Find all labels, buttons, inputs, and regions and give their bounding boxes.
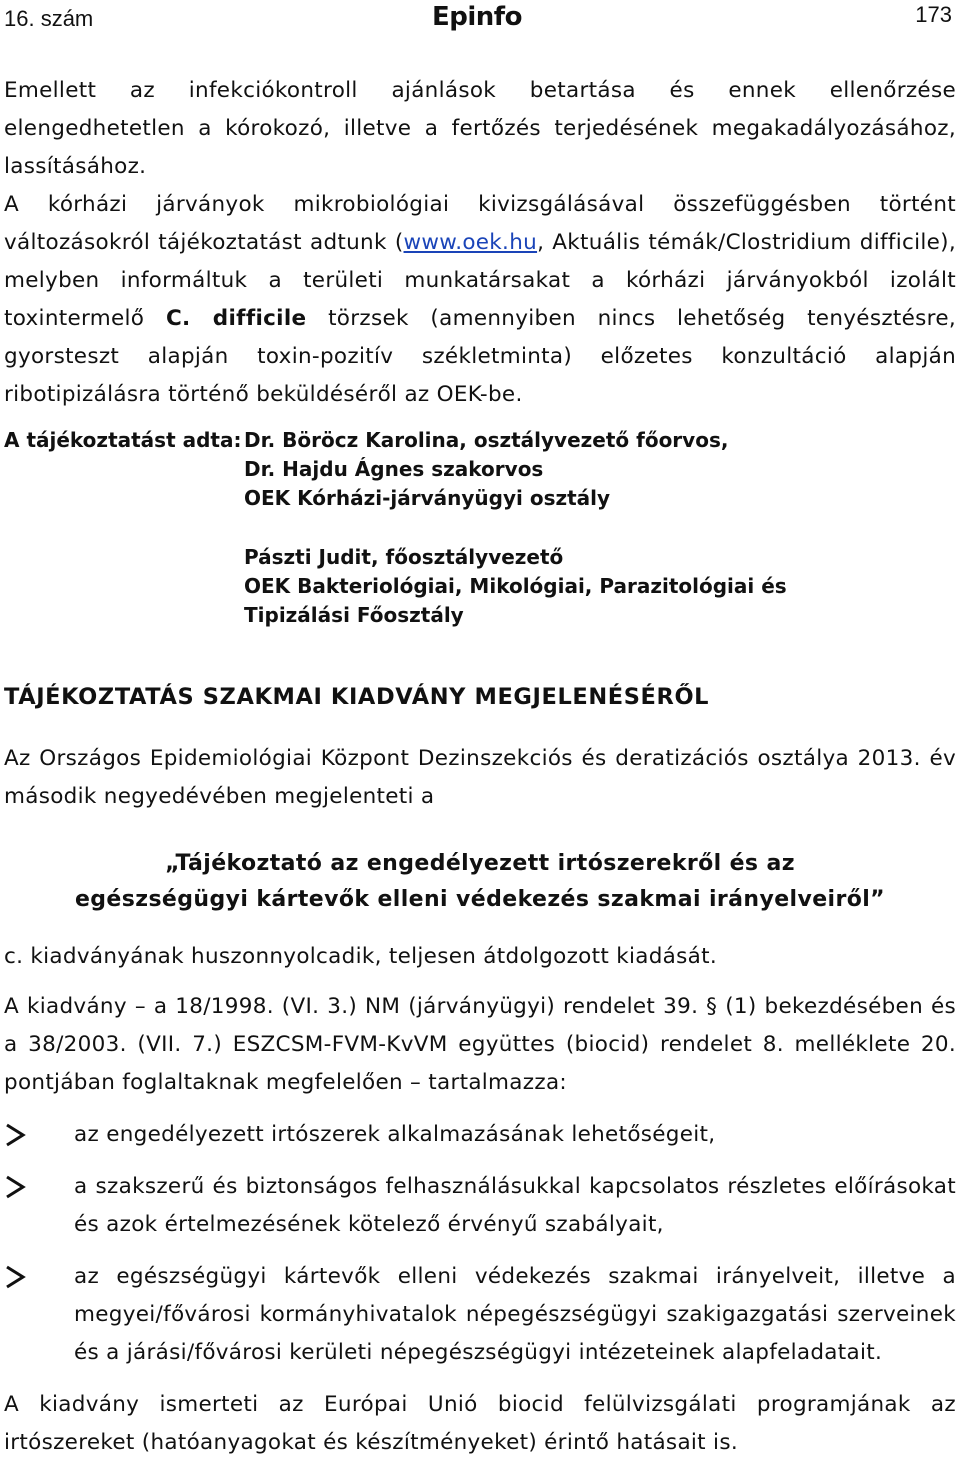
epinfo-logo: Epinfo — [432, 2, 522, 32]
paragraph-hospital-outbreaks — [4, 186, 956, 414]
list-item-text: az engedélyezett irtószerek alkalmazásának lehetőségeit, — [74, 1122, 716, 1147]
list-item — [4, 1258, 956, 1372]
signature-spacer — [4, 513, 956, 543]
list-item — [4, 1168, 956, 1244]
oek-website-link[interactable]: www.oek.hu — [403, 230, 538, 255]
publication-title-line-2: egészségügyi kártevők elleni védekezés szakmai irányelveiről” — [74, 887, 886, 912]
page-body — [4, 72, 956, 1462]
publication-title-line-1: „Tájékoztató az engedélyezett irtószerekről és az — [165, 851, 795, 876]
paragraph-text: , Aktuális témák/Clostridium difficile), melyben informáltuk a területi munkatársakat a kórházi járványokból izolált toxintermelő — [4, 230, 956, 331]
page-header — [4, 0, 956, 40]
paragraph-publication-intro: Az Országos Epidemiológiai Központ Dezinszekciós és deratizációs osztálya 2013. év második negyedévében megjelenteti a — [4, 746, 956, 809]
paragraph-eu-biocide: A kiadvány ismerteti az Európai Unió biocid felülvizsgálati programjának az irtószereket (hatóanyagokat és készítményeket) érintő hatásait is. — [4, 1392, 956, 1455]
arrow-bullet-icon — [4, 1168, 28, 1206]
paragraph-edition: c. kiadványának huszonnyolcadik, teljesen átdolgozott kiadását. — [4, 944, 717, 969]
arrow-bullet-icon — [4, 1258, 28, 1296]
signature-name-3: Pászti Judit, főosztályvezető — [244, 545, 564, 569]
signature-name-2: Dr. Hajdu Ágnes szakorvos — [244, 457, 544, 481]
paragraph-text: törzsek (amennyiben nincs lehetőség tenyésztésre, gyorsteszt alapján toxin-pozitív székletminta) előzetes konzultáció alapján ribotipizálásra történő beküldéséről az OEK-be. — [4, 306, 956, 407]
arrow-bullet-icon — [4, 1116, 28, 1154]
signature-department-2: OEK Bakteriológiai, Mikológiai, Parazitológiai és — [244, 574, 787, 598]
signature-department-1: OEK Kórházi-járványügyi osztály — [244, 486, 611, 510]
publication-title — [4, 846, 956, 918]
list-item-text: a szakszerű és biztonságos felhasználásukkal kapcsolatos részletes előírásokat és azok értelmezésének kötelező érvényű szabályait, — [74, 1174, 956, 1237]
signature-first-line — [4, 426, 956, 455]
list-item-text: az egészségügyi kártevők elleni védekezés szakmai irányelveit, illetve a megyei/fővárosi kormányhivatalok népegészségügyi szakigazgatási szerveinek és a járási/fővárosi kerületi népegészségügyi intézeteinek alapfeladatait. — [74, 1264, 956, 1365]
signature-name-1: Dr. Böröcz Karolina, osztályvezető főorvos, — [244, 428, 729, 452]
section-heading: TÁJÉKOZTATÁS SZAKMAI KIADVÁNY MEGJELENÉSÉRŐL — [4, 684, 710, 710]
contents-list — [4, 1116, 956, 1372]
paragraph-text: A kórházi járványok mikrobiológiai kivizsgálásával összefüggésben történt változásokról tájékoztatást adtunk ( — [4, 192, 956, 255]
paragraph-legal-basis: A kiadvány – a 18/1998. (VI. 3.) NM (járványügyi) rendelet 39. § (1) bekezdésében és a 38/2003. (VII. 7.) ESZCSM-FVM-KvVM együttes (biocid) rendelet 8. melléklete 20. pontjában foglaltaknak megfelelően – tartalmazza: — [4, 994, 956, 1095]
signature-block — [4, 426, 956, 630]
species-name: C. difficile — [165, 306, 307, 331]
issue-number: 16. szám — [4, 6, 94, 31]
paragraph-infection-control: Emellett az infekciókontroll ajánlások betartása és ennek ellenőrzése elengedhetetlen a kórokozó, illetve a fertőzés terjedésének megakadályozásához, lassításához. — [4, 78, 956, 179]
signature-label: A tájékoztatást adta: — [4, 428, 242, 452]
list-item — [4, 1116, 956, 1154]
page-number: 173 — [915, 2, 952, 27]
signature-department-2-cont: Tipizálási Főosztály — [244, 603, 464, 627]
